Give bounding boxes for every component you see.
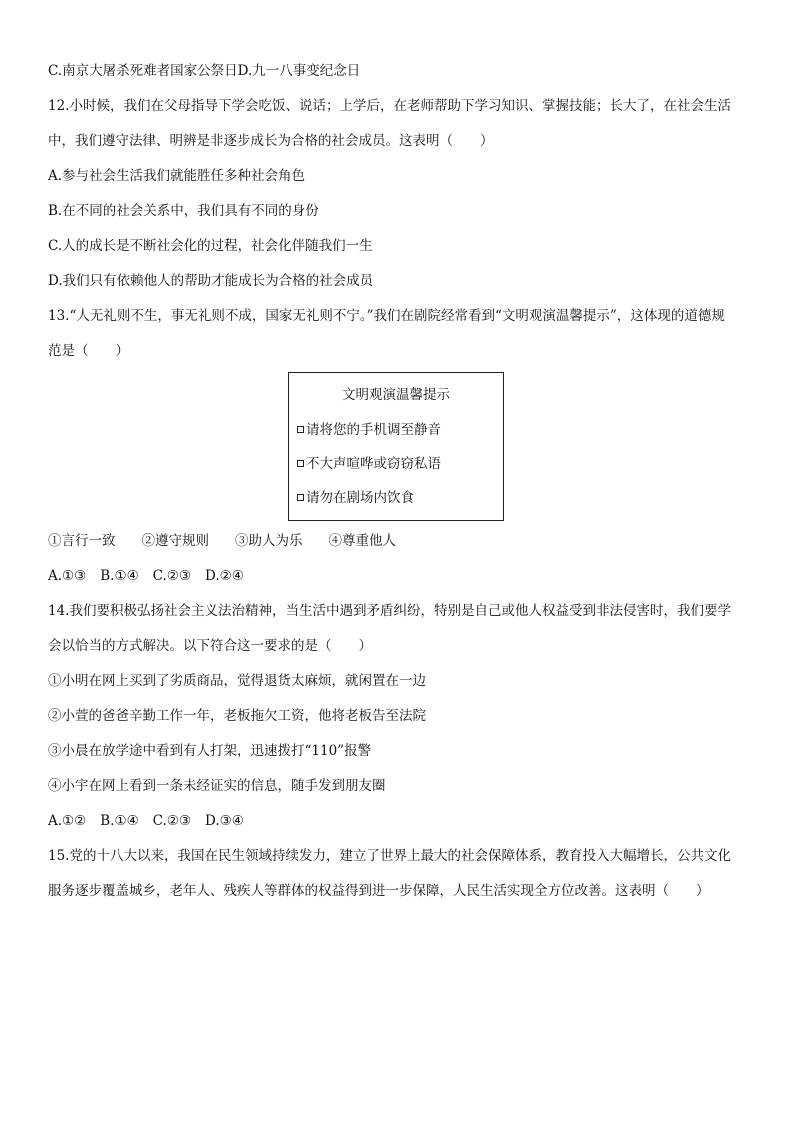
q13-choices — [48, 524, 748, 559]
q13-options — [48, 559, 748, 594]
theater-notice-box — [288, 372, 504, 521]
q12-stem-line-1: 12.小时候，我们在父母指导下学会吃饭、说话；上学后，在老师帮助下学习知识、掌握技能；长大了，在社会生活 — [48, 98, 731, 114]
q14-options — [48, 804, 748, 839]
notice-item: 请勿在剧场内饮食 — [289, 481, 503, 515]
square-bullet-icon — [297, 426, 304, 433]
option-item: D.②④ — [205, 568, 244, 584]
option-item: A.①② — [48, 813, 87, 829]
option-item: A.①③ — [48, 568, 87, 584]
q12-option-c: C.人的成长是不断社会化的过程，社会化伴随我们一生 — [48, 238, 373, 254]
choice-item: ②遵守规则 — [141, 533, 209, 549]
square-bullet-icon — [297, 494, 304, 501]
q13-stem-line-1: 13.“人无礼则不生，事无礼则不成，国家无礼则不宁。”我们在剧院经常看到“文明观演温馨提示”，这体现的道德规 — [48, 308, 725, 324]
choice-item: ③助人为乐 — [235, 533, 303, 549]
q13-stem-line-2: 范是（ ） — [48, 343, 129, 359]
notice-item: 请将您的手机调至静音 — [289, 413, 503, 447]
q12-option-b: B.在不同的社会关系中，我们具有不同的身份 — [48, 203, 319, 219]
q14-statement-3: ③小晨在放学途中看到有人打架，迅速拨打“110”报警 — [48, 743, 372, 759]
option-item: B.①④ — [100, 568, 139, 584]
choice-item: ①言行一致 — [48, 533, 116, 549]
square-bullet-icon — [297, 460, 304, 467]
q12-stem-line-2: 中，我们遵守法律、明辨是非逐步成长为合格的社会成员。这表明（ ） — [48, 133, 494, 149]
choice-item: ④尊重他人 — [328, 533, 396, 549]
q11-option-line: C.南京大屠杀死难者国家公祭日D.九一八事变纪念日 — [48, 63, 361, 79]
option-item: D.③④ — [205, 813, 244, 829]
option-item: C.②③ — [152, 813, 192, 829]
notice-item: 不大声喧哗或窃窃私语 — [289, 447, 503, 481]
option-item: B.①④ — [100, 813, 139, 829]
q15-stem-line-2: 服务逐步覆盖城乡，老年人、残疾人等群体的权益得到进一步保障，人民生活实现全方位改善。这表明（ ） — [48, 883, 710, 899]
q14-statement-4: ④小宇在网上看到一条未经证实的信息，随手发到朋友圈 — [48, 778, 386, 794]
q12-option-d: D.我们只有依赖他人的帮助才能成长为合格的社会成员 — [48, 273, 374, 289]
q12-option-a: A.参与社会生活我们就能胜任多种社会角色 — [48, 168, 306, 184]
option-item: C.②③ — [152, 568, 192, 584]
q14-statement-2: ②小萱的爸爸辛勤工作一年，老板拖欠工资，他将老板告至法院 — [48, 708, 426, 724]
q14-stem-line-2: 会以恰当的方式解决。以下符合这一要求的是（ ） — [48, 638, 372, 654]
notice-title: 文明观演温馨提示 — [342, 387, 450, 403]
exam-page — [48, 54, 748, 909]
q14-stem-line-1: 14.我们要积极弘扬社会主义法治精神，当生活中遇到矛盾纠纷，特别是自己或他人权益受到非法侵害时，我们要学 — [48, 603, 731, 619]
q15-stem-line-1: 15.党的十八大以来，我国在民生领域持续发力，建立了世界上最大的社会保障体系，教育投入大幅增长，公共文化 — [48, 848, 731, 864]
q14-statement-1: ①小明在网上买到了劣质商品，觉得退货太麻烦，就闲置在一边 — [48, 673, 426, 689]
